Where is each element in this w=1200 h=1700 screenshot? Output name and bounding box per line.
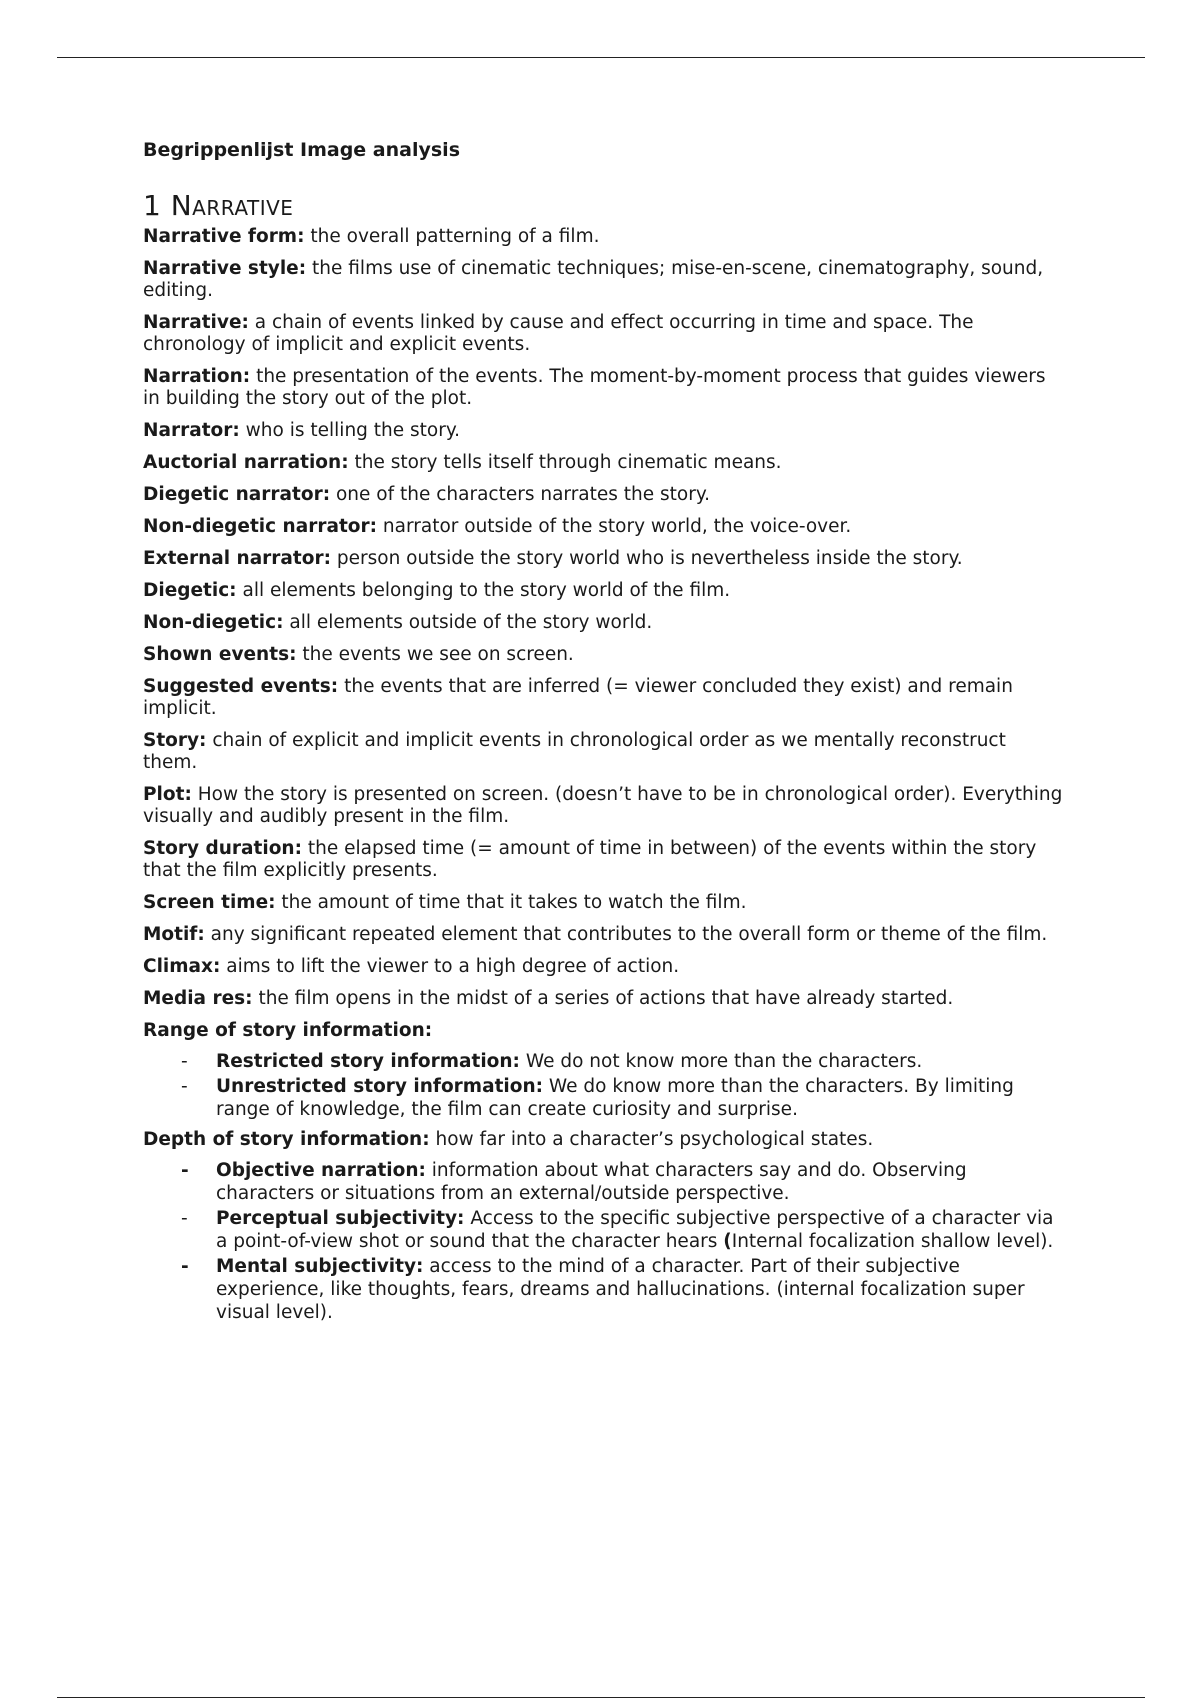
term: Story: [143,730,207,751]
term: Diegetic narrator: [143,484,331,505]
range-list [143,1050,1063,1121]
definition-story-duration [143,838,1063,882]
definition-text: the events that are inferred (= viewer concluded they exist) and remain implicit. [143,676,1013,719]
definition-media-res [143,988,1063,1010]
definition-motif [143,924,1063,946]
term: Auctorial narration: [143,452,349,473]
depth-list [143,1159,1063,1324]
term: Non-diegetic narrator: [143,516,378,537]
definition-text: how far into a character’s psychological states. [435,1129,874,1150]
definition-text: narrator outside of the story world, the voice-over. [382,516,852,537]
definition-text: We do know more than the characters. By limiting range of knowledge, the film can create curiosity and surprise. [216,1076,1014,1120]
definition-text: all elements belonging to the story world of the film. [242,580,731,601]
term: Mental subjectivity: [216,1256,424,1277]
definition-narrative-form [143,226,1063,248]
definition-auctorial-narration [143,452,1063,474]
dash-bullet: - [181,1051,188,1072]
definition-external-narrator [143,548,1063,570]
definition-text: any significant repeated element that contributes to the overall form or theme of the film. [210,924,1048,945]
dash-bullet: - [181,1256,189,1277]
dash-bullet: - [181,1076,188,1097]
definition-story [143,730,1063,774]
definition-text: one of the characters narrates the story. [335,484,711,505]
document-title: Begrippenlijst Image analysis [143,139,460,161]
term: Unrestricted story information: [216,1076,544,1097]
term: Narrative style: [143,258,307,279]
term: Climax: [143,956,221,977]
definition-text: the overall patterning of a film. [310,226,600,247]
term: Story duration: [143,838,302,859]
definition-text: Access to the specific subjective perspective of a character via a point-of-view shot or sound that the character hears [216,1208,1054,1252]
definition-text: a chain of events linked by cause and effect occurring in time and space. The chronology of implicit and explicit events. [143,312,974,355]
definition-text: How the story is presented on screen. (doesn’t have to be in chronological order). Everything visually and audibly present in the film. [143,784,1063,827]
header-rule [57,57,1145,58]
term: Restricted story information: [216,1051,520,1072]
definition-text: the film opens in the midst of a series of actions that have already started. [258,988,954,1009]
term: Perceptual subjectivity: [216,1208,465,1229]
definition-text: the story tells itself through cinematic means. [354,452,782,473]
definition-non-diegetic [143,612,1063,634]
term: Motif: [143,924,205,945]
term: Non-diegetic: [143,612,284,633]
term: External narrator: [143,548,331,569]
bold-parenthesis: ( [723,1231,732,1252]
definition-narration [143,366,1063,410]
term: Diegetic: [143,580,237,601]
definition-list [143,226,1063,1010]
definition-diegetic [143,580,1063,602]
definition-text: We do not know more than the characters. [525,1051,923,1072]
definition-text-continued: Internal focalization shallow level). [731,1231,1054,1252]
definition-narrative-style [143,258,1063,302]
section-title: Narrative [170,189,294,222]
section-number: 1 [143,189,162,222]
definition-text: the amount of time that it takes to watch the film. [281,892,747,913]
dash-bullet: - [181,1208,188,1229]
definition-text: who is telling the story. [245,420,461,441]
definition-plot [143,784,1063,828]
dash-bullet: - [181,1160,189,1181]
term: Plot: [143,784,192,805]
definition-text: the elapsed time (= amount of time in between) of the events within the story that the film explicitly presents. [143,838,1037,881]
depth-heading [143,1129,1063,1151]
term: Narrator: [143,420,240,441]
definition-shown-events [143,644,1063,666]
footer-rule [57,1697,1145,1698]
definition-non-diegetic-narrator [143,516,1063,538]
section-heading [143,188,1063,224]
definition-diegetic-narrator [143,484,1063,506]
term: Depth of story information: [143,1129,430,1150]
document-page [143,136,1063,1332]
definition-narrative [143,312,1063,356]
definition-text: information about what characters say and do. Observing characters or situations from an external/outside perspective. [216,1160,967,1204]
definition-screen-time [143,892,1063,914]
definition-text: access to the mind of a character. Part of their subjective experience, like thoughts, fears, dreams and hallucinations. (internal focalization super visual level). [216,1256,1025,1323]
definition-suggested-events [143,676,1063,720]
range-heading: Range of story information: [143,1020,433,1041]
term: Narration: [143,366,251,387]
list-item [143,1255,1063,1324]
definition-text: the films use of cinematic techniques; mise-en-scene, cinematography, sound, editing. [143,258,1044,301]
definition-text: all elements outside of the story world. [289,612,653,633]
definition-text: person outside the story world who is nevertheless inside the story. [336,548,963,569]
term: Media res: [143,988,253,1009]
list-item [143,1075,1063,1121]
list-item [143,1207,1063,1253]
term: Narrative form: [143,226,305,247]
term: Suggested events: [143,676,339,697]
term: Objective narration: [216,1160,426,1181]
definition-text: chain of explicit and implicit events in chronological order as we mentally reconstruct them. [143,730,1006,773]
list-item [143,1159,1063,1205]
term: Narrative: [143,312,249,333]
list-item [143,1050,1063,1073]
term: Shown events: [143,644,297,665]
definition-narrator [143,420,1063,442]
definition-text: the presentation of the events. The moment-by-moment process that guides viewers in building the story out of the plot. [143,366,1046,409]
definition-text: aims to lift the viewer to a high degree of action. [226,956,680,977]
term: Screen time: [143,892,276,913]
definition-text: the events we see on screen. [302,644,574,665]
definition-climax [143,956,1063,978]
